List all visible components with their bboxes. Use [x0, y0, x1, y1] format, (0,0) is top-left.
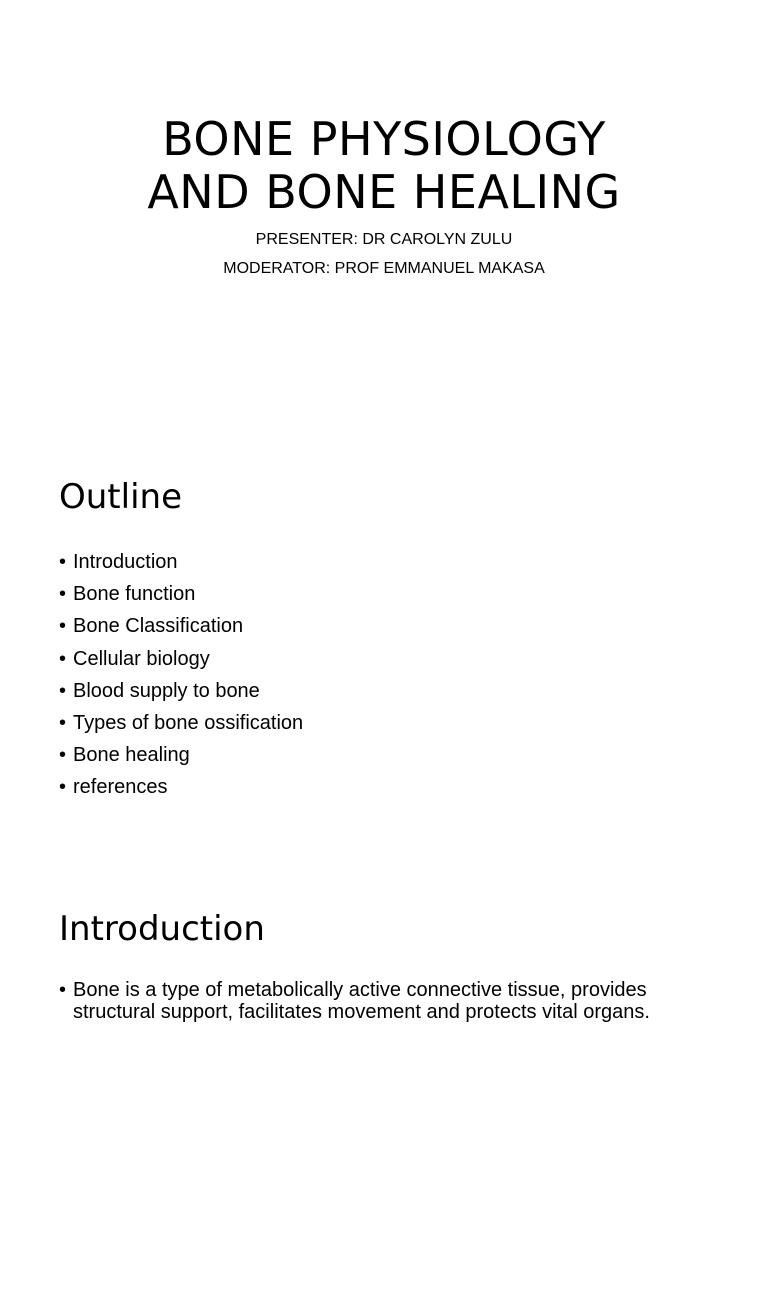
bullet-icon: •: [59, 615, 67, 638]
outline-item-introduction: [59, 546, 303, 578]
bullet-icon: •: [59, 583, 67, 606]
outline-item-ossification: [59, 707, 303, 739]
bullet-icon: •: [59, 647, 67, 670]
title-slide: [0, 0, 768, 432]
introduction-slide: [0, 864, 768, 1296]
outline-list: [59, 546, 303, 804]
outline-item-bone-classification: [59, 610, 303, 642]
bullet-icon: •: [59, 776, 67, 799]
bullet-icon: •: [59, 551, 67, 573]
title-line-1: BONE PHYSIOLOGY: [162, 112, 606, 166]
presenter-line: PRESENTER: DR CAROLYN ZULU: [255, 231, 513, 248]
outline-item-references: [59, 771, 303, 803]
outline-item-label: references: [73, 776, 168, 799]
introduction-list: [59, 979, 679, 1023]
presentation-title: [0, 113, 768, 219]
bullet-icon: •: [59, 744, 67, 767]
moderator-line: MODERATOR: PROF EMMANUEL MAKASA: [223, 260, 545, 277]
outline-item-blood-supply: [59, 675, 303, 707]
introduction-item-text: Bone is a type of metabolically active connective tissue, provides structural support, facilitates movement and protects vital organs.: [73, 979, 650, 1023]
outline-item-label: Blood supply to bone: [73, 679, 260, 702]
outline-item-label: Introduction: [73, 551, 178, 573]
outline-item-cellular-biology: [59, 643, 303, 675]
bullet-icon: •: [59, 679, 67, 702]
outline-item-label: Bone healing: [73, 744, 190, 767]
outline-item-bone-healing: [59, 739, 303, 771]
outline-item-bone-function: [59, 578, 303, 610]
introduction-heading: Introduction: [59, 909, 265, 949]
outline-slide: [0, 432, 768, 864]
bullet-icon: •: [59, 979, 67, 1001]
bullet-icon: •: [59, 712, 67, 735]
outline-item-label: Types of bone ossification: [73, 712, 304, 735]
outline-item-label: Cellular biology: [73, 647, 210, 670]
title-line-2: AND BONE HEALING: [147, 165, 621, 219]
outline-heading: Outline: [59, 477, 183, 517]
outline-item-label: Bone function: [73, 583, 196, 606]
outline-item-label: Bone Classification: [73, 615, 244, 638]
introduction-item: [59, 979, 679, 1023]
